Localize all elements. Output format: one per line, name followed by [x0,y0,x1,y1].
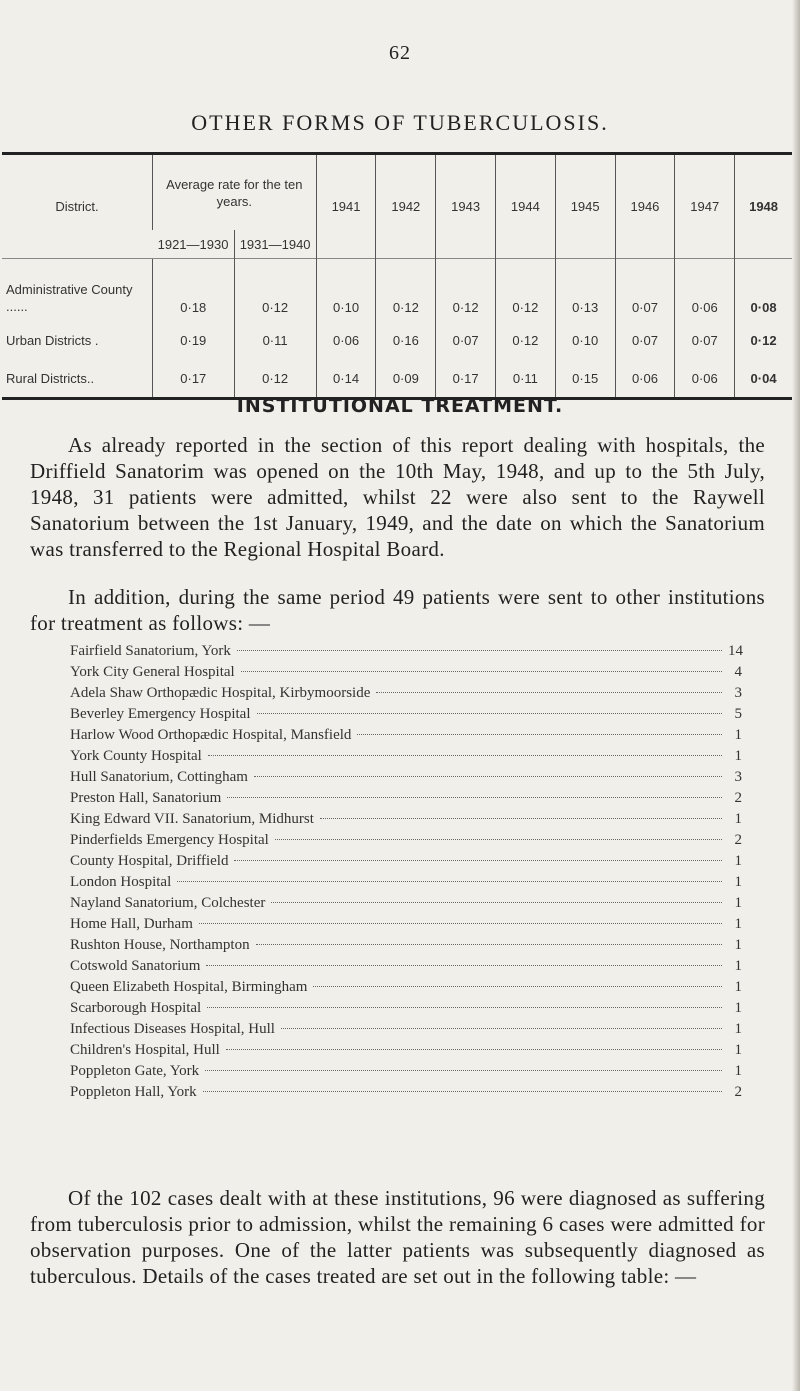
institution-list [70,641,742,1103]
rate-cell: 0·04 [735,359,792,399]
list-item [70,956,742,977]
dot-leader [237,649,722,651]
institution-name: Harlow Wood Orthopædic Hospital, Mansfield [70,727,352,743]
patient-count: 1 [734,937,742,953]
list-item [70,1040,742,1061]
year-header: 1945 [555,154,615,259]
list-item [70,662,742,683]
list-item [70,809,742,830]
list-item [70,998,742,1019]
rate-cell: 0·10 [316,259,376,322]
list-item [70,893,742,914]
rate-cell: 0·13 [555,259,615,322]
patient-count: 1 [734,958,742,974]
dot-leader [320,817,722,819]
page-number: 62 [389,42,411,64]
year-header: 1947 [675,154,735,259]
dot-leader [234,859,722,861]
institution-name: Beverley Emergency Hospital [70,706,251,722]
dot-leader [275,838,722,840]
page-title: OTHER FORMS OF TUBERCULOSIS. [191,110,609,135]
dot-leader [227,796,722,798]
patient-count: 2 [734,1084,742,1100]
tuberculosis-rates-table [2,152,792,400]
rate-cell: 0·07 [675,321,735,359]
dot-leader [177,880,722,882]
rate-cell: 0·17 [436,359,496,399]
dot-leader [207,1006,722,1008]
paragraph: Of the 102 cases dealt with at these institutions, 96 were diagnosed as suffering from tuberculosis prior to admission, whilst the remaining 6 cases were admitted for observation purposes. One of the latter patients was subsequently diagnosed as tuberculous. Details of the cases treated are set out in the following table: — [30,1186,765,1288]
rate-cell: 0·08 [735,259,792,322]
rate-cell: 0·10 [555,321,615,359]
list-item [70,725,742,746]
district-name: Rural Districts.. [6,370,95,386]
district-header: District. [55,199,99,214]
institution-name: Infectious Diseases Hospital, Hull [70,1021,275,1037]
institution-name: Hull Sanatorium, Cottingham [70,769,248,785]
year-header: 1942 [376,154,436,259]
institution-name: Cotswold Sanatorium [70,958,201,974]
patient-count: 2 [734,832,742,848]
rate-cell: 0·12 [496,259,556,322]
rate-cell: 0·11 [234,321,316,359]
district-name: Administrative County ...... [2,259,153,322]
institution-name: Preston Hall, Sanatorium [70,790,222,806]
average-period-header: 1921—1930 [157,236,229,252]
rate-cell: 0·12 [436,259,496,322]
rate-cell: 0·12 [376,259,436,322]
dot-leader [256,943,722,945]
rate-cell: 0·12 [735,321,792,359]
list-item [70,788,742,809]
patient-count: 1 [734,1042,742,1058]
institution-name: Children's Hospital, Hull [70,1042,220,1058]
patient-count: 1 [734,895,742,911]
patient-count: 3 [734,685,742,701]
average-period-header: 1931—1940 [234,230,316,259]
dot-leader [203,1090,722,1092]
paragraph: In addition, during the same period 49 patients were sent to other institutions for treatment as follows: — [30,585,765,635]
patient-count: 5 [734,706,742,722]
institution-name: Poppleton Gate, York [70,1063,200,1079]
institution-name: Nayland Sanatorium, Colchester [70,895,266,911]
dot-leader [205,1069,722,1071]
institution-name: Rushton House, Northampton [70,937,250,953]
patient-count: 1 [734,1000,742,1016]
patient-count: 14 [728,643,743,659]
rate-cell: 0·17 [153,359,235,399]
institution-name: York County Hospital [70,748,202,764]
institution-name: Fairfield Sanatorium, York [70,643,231,659]
district-name: Urban Districts . [6,332,99,348]
rate-cell: 0·06 [675,359,735,399]
list-item [70,1019,742,1040]
dot-leader [241,670,722,672]
list-item [70,914,742,935]
patient-count: 1 [734,853,742,869]
table-row [2,359,792,399]
list-item [70,935,742,956]
institution-name: Scarborough Hospital [70,1000,202,1016]
patient-count: 4 [734,664,742,680]
rate-cell: 0·07 [436,321,496,359]
rate-cell: 0·07 [615,259,675,322]
year-header: 1941 [316,154,376,259]
average-rate-header: Average rate for the ten years. [153,154,317,231]
institution-name: County Hospital, Driffield [70,853,229,869]
dot-leader [226,1048,722,1050]
list-item [70,977,742,998]
patient-count: 1 [734,811,742,827]
patient-count: 1 [734,1021,742,1037]
patient-count: 1 [734,916,742,932]
rate-cell: 0·19 [153,321,235,359]
patient-count: 1 [734,979,742,995]
dot-leader [313,985,722,987]
rate-cell: 0·12 [234,259,316,322]
patient-count: 2 [734,790,742,806]
dot-leader [199,922,722,924]
rate-cell: 0·07 [615,321,675,359]
dot-leader [281,1027,722,1029]
patient-count: 1 [734,874,742,890]
list-item [70,641,742,662]
table-row [2,259,792,322]
patient-count: 1 [734,727,742,743]
list-item [70,767,742,788]
dot-leader [208,754,722,756]
institution-name: Adela Shaw Orthopædic Hospital, Kirbymoorside [70,685,371,701]
rate-cell: 0·06 [316,321,376,359]
institution-name: King Edward VII. Sanatorium, Midhurst [70,811,314,827]
institution-name: Pinderfields Emergency Hospital [70,832,269,848]
section-heading: INSTITUTIONAL TREATMENT. [236,395,564,417]
dot-leader [376,691,722,693]
year-header: 1946 [615,154,675,259]
dot-leader [254,775,722,777]
dot-leader [271,901,722,903]
list-item [70,1082,742,1103]
institution-name: York City General Hospital [70,664,235,680]
rate-cell: 0·12 [496,321,556,359]
rate-cell: 0·18 [153,259,235,322]
list-item [70,746,742,767]
rate-cell: 0·16 [376,321,436,359]
list-item [70,683,742,704]
rate-cell: 0·12 [234,359,316,399]
institution-name: Poppleton Hall, York [70,1084,197,1100]
patient-count: 3 [734,769,742,785]
dot-leader [206,964,722,966]
list-item [70,872,742,893]
rate-cell: 0·09 [376,359,436,399]
year-header: 1944 [496,154,556,259]
rate-cell: 0·15 [555,359,615,399]
institution-name: Queen Elizabeth Hospital, Birmingham [70,979,308,995]
institution-name: Home Hall, Durham [70,916,193,932]
rate-cell: 0·06 [615,359,675,399]
paragraph: As already reported in the section of this report dealing with hospitals, the Driffield Sanatorim was opened on the 10th May, 1948, and up to the 5th July, 1948, 31 patients were admitted, whilst 22 were also sent to the Raywell Sanatorium between the 1st January, 1949, and the date on which the Sanatorium was transferred to the Regional Hospital Board. [30,433,765,561]
year-header: 1948 [735,154,792,259]
list-item [70,830,742,851]
dot-leader [357,733,722,735]
table-row [2,321,792,359]
rate-cell: 0·06 [675,259,735,322]
dot-leader [257,712,723,714]
page-edge-shadow [792,0,800,1391]
rate-cell: 0·14 [316,359,376,399]
list-item [70,851,742,872]
patient-count: 1 [734,1063,742,1079]
year-header: 1943 [436,154,496,259]
patient-count: 1 [734,748,742,764]
list-item [70,704,742,725]
institution-name: London Hospital [70,874,172,890]
rate-cell: 0·11 [496,359,556,399]
list-item [70,1061,742,1082]
